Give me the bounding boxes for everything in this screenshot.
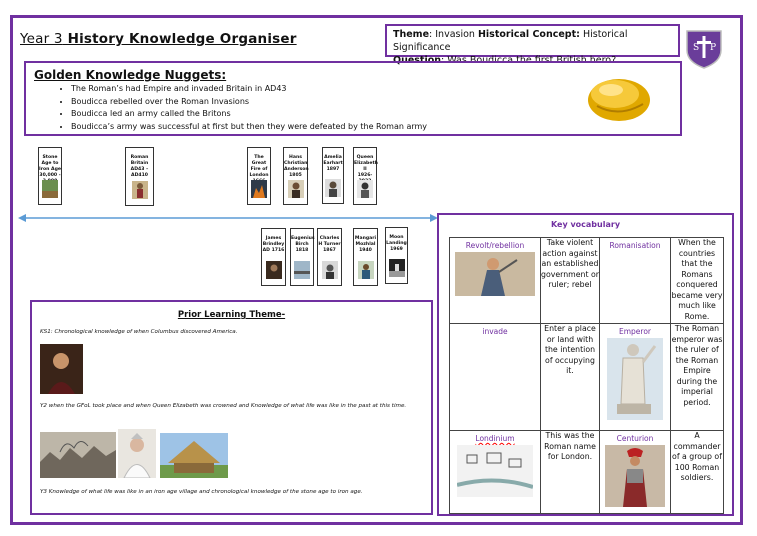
card-line: Christian [284, 161, 308, 166]
card-line: Queen [356, 155, 374, 160]
vocab-row [450, 431, 724, 514]
vocab-term-cell [600, 238, 671, 324]
card-line: 1805 [289, 173, 302, 178]
stone-age-picture [42, 180, 58, 198]
card-line: Age to [41, 161, 59, 166]
columbus-portrait [40, 344, 83, 394]
card-line: 1867 [323, 248, 336, 253]
card-line: Anderson [284, 167, 309, 172]
theme-value: : Invasion [429, 29, 478, 40]
nugget-item: • The Roman’s had Empire and invaded Britain in AD43 [71, 83, 427, 96]
portrait-picture [325, 179, 341, 197]
nugget-item: • Boudicca’s army was successful at first but then they were defeated by the Roman army [71, 121, 427, 134]
vocab-term-cell [450, 431, 541, 514]
prior-ks1-text: KS1: Chronological knowledge of when Columbus discovered America. [40, 329, 238, 335]
card-line: 1969 [390, 247, 403, 252]
card-line: II [363, 167, 367, 172]
timeline-card-stone-age [38, 147, 62, 205]
portrait-picture [266, 261, 282, 279]
card-line: James [265, 236, 282, 241]
timeline-card-queen-elizabeth [353, 147, 377, 205]
golden-nuggets-box [24, 61, 682, 136]
prior-learning-box [30, 300, 433, 515]
card-line: Great [251, 161, 267, 166]
card-line: AD410 [131, 173, 148, 178]
cross-crest-icon [683, 28, 725, 70]
vocab-table [449, 237, 724, 514]
card-line: Mozhlal [355, 242, 376, 247]
card-line: Iron Age [39, 167, 61, 172]
concept-value: Historical Significance [393, 29, 628, 53]
gold-nugget-image [585, 70, 653, 124]
timeline-card-james-brindley [261, 228, 286, 286]
nugget-item: • Boudicca led an army called the Britons [71, 108, 427, 121]
nugget-item: • Boudicca rebelled over the Roman Invasions [71, 96, 427, 109]
vocab-term: Centurion [616, 434, 654, 443]
roman-soldier-picture [132, 181, 148, 199]
card-line: Britain [130, 161, 149, 166]
card-line: The [254, 155, 264, 160]
vocab-definition: When the countries that the Romans conquered became very much like Rome. [671, 238, 724, 324]
queen-elizabeth-picture [118, 429, 156, 478]
vocab-term: invade [482, 327, 508, 336]
centurion-picture [605, 445, 665, 507]
iron-age-hut-picture [160, 433, 228, 478]
portrait-picture [358, 261, 374, 279]
theme-box [385, 24, 680, 66]
card-line: Earhart [323, 161, 343, 166]
svg-text:P: P [710, 43, 717, 53]
question-label: Question [393, 55, 442, 66]
vocab-definition: A commander of a group of 100 Roman soldiers. [671, 431, 724, 514]
card-line: 1926- [357, 173, 373, 178]
card-line: Roman [130, 155, 149, 160]
card-line: Fire of [250, 167, 268, 172]
theme-line [393, 28, 672, 54]
timeline-card-roman-britain [125, 147, 154, 206]
card-line: Brindley [262, 242, 285, 247]
vocab-row [450, 238, 724, 324]
title-year: Year 3 [20, 31, 63, 47]
timeline-card-mangari [353, 228, 378, 286]
timeline-arrow [18, 213, 438, 223]
nuggets-list [71, 83, 427, 133]
vocab-term: Emperor [618, 327, 651, 336]
vocab-term [450, 431, 540, 443]
emperor-statue-picture [607, 338, 663, 420]
card-line: H Turner [318, 242, 341, 247]
londinium-map-picture [457, 445, 533, 497]
svg-text:S: S [693, 43, 700, 53]
card-line: AD43 – [130, 167, 149, 172]
vocab-term-text: Londinium [475, 434, 515, 443]
card-line: Mangari [354, 236, 377, 241]
timeline-card-hans-christian [283, 147, 308, 205]
prior-y3-text: Y3 Knowledge of what life was like in an iron age village and chronological knowledge of the stone age to iron age. [40, 489, 363, 495]
timeline-card-amelia-earhart [322, 147, 344, 204]
portrait-picture [322, 261, 338, 279]
timeline-card-eugenius-birch [290, 228, 314, 286]
theme-label: Theme [393, 29, 430, 40]
vocab-term-cell [450, 238, 541, 324]
card-line: 1940 [359, 248, 372, 253]
portrait-picture [288, 180, 304, 198]
vocab-row [450, 324, 724, 431]
vocab-term-cell [600, 431, 671, 514]
card-line: Amelia [324, 155, 342, 160]
vocab-definition: Enter a place or land with the intention of occupying it. [541, 324, 600, 431]
card-line: AD 1716 [262, 248, 285, 253]
prior-title: Prior Learning Theme- [177, 310, 286, 320]
vocab-definition: Take violent action against an established government or ruler; rebel [541, 238, 600, 324]
prior-y2-text: Y2 when the GFoL took place and when Queen Elizabeth was crowned and Knowledge of what life was like in the past at this time. [40, 403, 407, 409]
card-line: Charles [319, 236, 340, 241]
vocab-title: Key vocabulary [550, 220, 621, 229]
card-line: Stone [42, 155, 58, 160]
card-line: Landing [386, 241, 407, 246]
card-line: Elizabeth [354, 161, 378, 166]
question-value: : Was Boudicca the first British hero? [441, 55, 617, 66]
fire-picture [251, 180, 267, 198]
vocab-term: Romanisation [609, 241, 661, 250]
card-line: London [249, 173, 269, 178]
vocab-definition: This was the Roman name for London. [541, 431, 600, 514]
card-line: Birch [295, 242, 309, 247]
key-vocabulary-box [437, 213, 734, 516]
card-line: Hans [289, 155, 302, 160]
timeline-card-moon-landing [385, 227, 408, 284]
concept-label: Historical Concept: [477, 29, 580, 40]
vocab-definition: The Roman emperor was the ruler of the Roman Empire during the imperial period. [671, 324, 724, 431]
timeline-card-charles-turner [317, 228, 342, 286]
moon-landing-picture [389, 259, 405, 277]
card-line: 1818 [295, 248, 309, 253]
great-fire-picture [40, 432, 116, 478]
nuggets-title: Golden Knowledge Nuggets: [34, 68, 227, 82]
card-line: Eugenius [291, 236, 315, 241]
card-line: 1897 [326, 167, 340, 172]
timeline-card-great-fire [247, 147, 271, 205]
card-line: 30,000 - [39, 173, 61, 178]
title-rest: History Knowledge Organiser [62, 31, 297, 47]
card-line: Moon [389, 235, 404, 240]
vocab-term-cell [450, 324, 541, 431]
portrait-picture [357, 180, 373, 198]
boudicca-picture [455, 252, 535, 296]
page-title [20, 31, 297, 47]
pier-picture [294, 261, 310, 279]
vocab-term: Revolt/rebellion [465, 241, 525, 250]
vocab-term-cell [600, 324, 671, 431]
